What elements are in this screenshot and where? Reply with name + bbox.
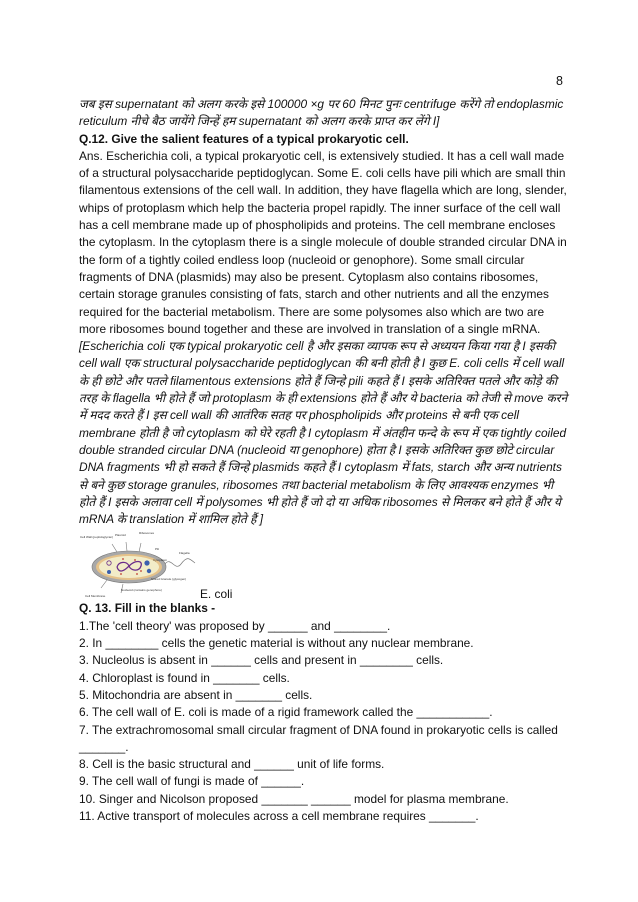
label-pili: Pili xyxy=(155,547,160,552)
pilus-line xyxy=(126,542,127,551)
pilus-line xyxy=(139,543,141,552)
label-flagella: Flagella xyxy=(179,551,190,556)
blank-item: 9. The cell wall of fungi is made of ______. xyxy=(79,774,305,789)
blank-item: 2. In ________ cells the genetic material is without any nuclear membrane. xyxy=(79,636,474,651)
ribosome-dot xyxy=(136,574,138,576)
pilus-line xyxy=(112,544,117,552)
blank-item: 4. Chloroplast is found in _______ cells. xyxy=(79,670,290,685)
flagellum-path xyxy=(165,559,195,567)
ribosome-dot xyxy=(122,559,124,561)
blank-item: 10. Singer and Nicolson proposed _______ ______ model for plasma membrane. xyxy=(79,791,509,806)
label-ribosomes: Ribosomes xyxy=(139,531,155,536)
label-nucleoid: Nucleoid (contains genophore) xyxy=(121,588,162,593)
blank-item: 3. Nucleolus is absent in ______ cells and present in ________ cells. xyxy=(79,653,444,668)
question-13-heading: Q. 13. Fill in the blanks - xyxy=(79,601,216,616)
page-content xyxy=(79,96,569,825)
ecoli-diagram xyxy=(79,530,199,600)
ecoli-figure xyxy=(79,530,569,600)
ribosome-dot xyxy=(120,574,122,576)
fill-in-blanks-list xyxy=(79,618,569,826)
ribosome-dot xyxy=(134,560,136,562)
figure-caption: E. coli xyxy=(200,587,233,602)
pilus-line xyxy=(101,580,107,588)
question-12-answer: Ans. Escherichia coli, a typical prokaryotic cell, is extensively studied. It has a cell wall made of a structural polysaccharide peptidoglycan. Some E. coli cells have pili which are small thin filamentous extensions of the cell wall. In addition, they have flagella which are long, slender, whips of protoplasm which help the bacteria propel rapidly. The inner surface of the cell wall has a cell membrane made up of phospholipids and proteins. The cell membrane encloses the cytoplasm. In the cytoplasm there is a single molecule of double stranded circular DNA in the form of a tightly coiled endless loop (nucleoid or genophore). Some small circular fragments of DNA (plasmids) may also be present. Cytoplasm also contains ribosomes, certain storage granules consisting of fats, starch and other nutrients and all the enzymes required for the bacterial metabolism. There are some polysomes also which are two are more ribosomes bound together and these are involved in translation of a single mRNA. xyxy=(79,148,567,336)
blank-item: 5. Mitochondria are absent in _______ cells. xyxy=(79,687,313,702)
blank-item: 7. The extrachromosomal small circular fragment of DNA found in prokaryotic cells is called _______. xyxy=(79,722,558,754)
page-number: 8 xyxy=(556,74,563,88)
granule-shape xyxy=(107,570,111,574)
question-12-heading: Q.12. Give the salient features of a typical prokaryotic cell. xyxy=(79,131,409,146)
granule-shape xyxy=(144,561,149,566)
blank-item: 11. Active transport of molecules across a cell membrane requires _______. xyxy=(79,808,479,823)
blank-item: 8. Cell is the basic structural and ______ unit of life forms. xyxy=(79,757,385,772)
label-cell-wall: Cell Wall (peptidoglycan) xyxy=(80,535,114,540)
label-cytoplasm: Cytoplasm xyxy=(153,558,168,563)
intro-hindi-paragraph: जब इस supernatant को अलग करके इसे 100000 ×g पर 60 मिनट पुनः centrifuge करेंगे तो endoplasmic reticulum नीचे बैठ जायेंगे जिन्हें हम supernatant को अलग करके प्राप्त कर लेंगे I] xyxy=(79,97,564,129)
question-12-hindi-answer: [Escherichia coli एक typical prokaryotic cell है और इसका व्यापक रूप से अध्ययन किया गया है I इसकी cell wall एक structural polysaccharide peptidoglycan की बनी होती है I कुछ E. coli cells में cell wall के ही छोटे और पतले filamentous extensions होते हैं जिन्हे pili कहते हैं I इसके अतिरिक्त पतले और कोड़े की तरह के flagella भी होते हैं जो protoplasm के ही extensions होते हैं और ये bacteria को तेजी से move करने में मदद करते हैं I इस cell wall की आतंरिक सतह पर phospholipids और proteins से बनी एक cell membrane होती है जो cytoplasm को घेरे रहती है I cytoplasm में अंतहीन फन्दे के रूप में एक tightly coiled double stranded circular DNA (nucleoid या genophore) होता है I इसके अतिरिक्त कुछ छोटे circular DNA fragments भी हो सकते हैं जिन्हे plasmids कहते हैं I cytoplasm में fats, starch और अन्य nutrients से बने कुछ storage granules, ribosomes तथा bacterial metabolism के लिए आवश्यक enzymes भी होते हैं I इसके अलावा cell में polysomes भी होते हैं जो दो या अधिक ribosomes से मिलकर बने होते हैं और ये mRNA के translation में शामिल होते हैं ] xyxy=(79,339,568,527)
label-granules: Stored Granule (glycogen) xyxy=(151,577,187,582)
label-plasmid: Plasmid xyxy=(115,533,126,538)
blank-item: 1.The 'cell theory' was proposed by ______ and ________. xyxy=(79,618,391,633)
ribosome-dot xyxy=(140,571,142,573)
label-cell-membrane: Cell Membrane xyxy=(85,594,106,599)
blank-item: 6. The cell wall of E. coli is made of a rigid framework called the ___________. xyxy=(79,705,493,720)
granule-shape xyxy=(147,569,151,573)
